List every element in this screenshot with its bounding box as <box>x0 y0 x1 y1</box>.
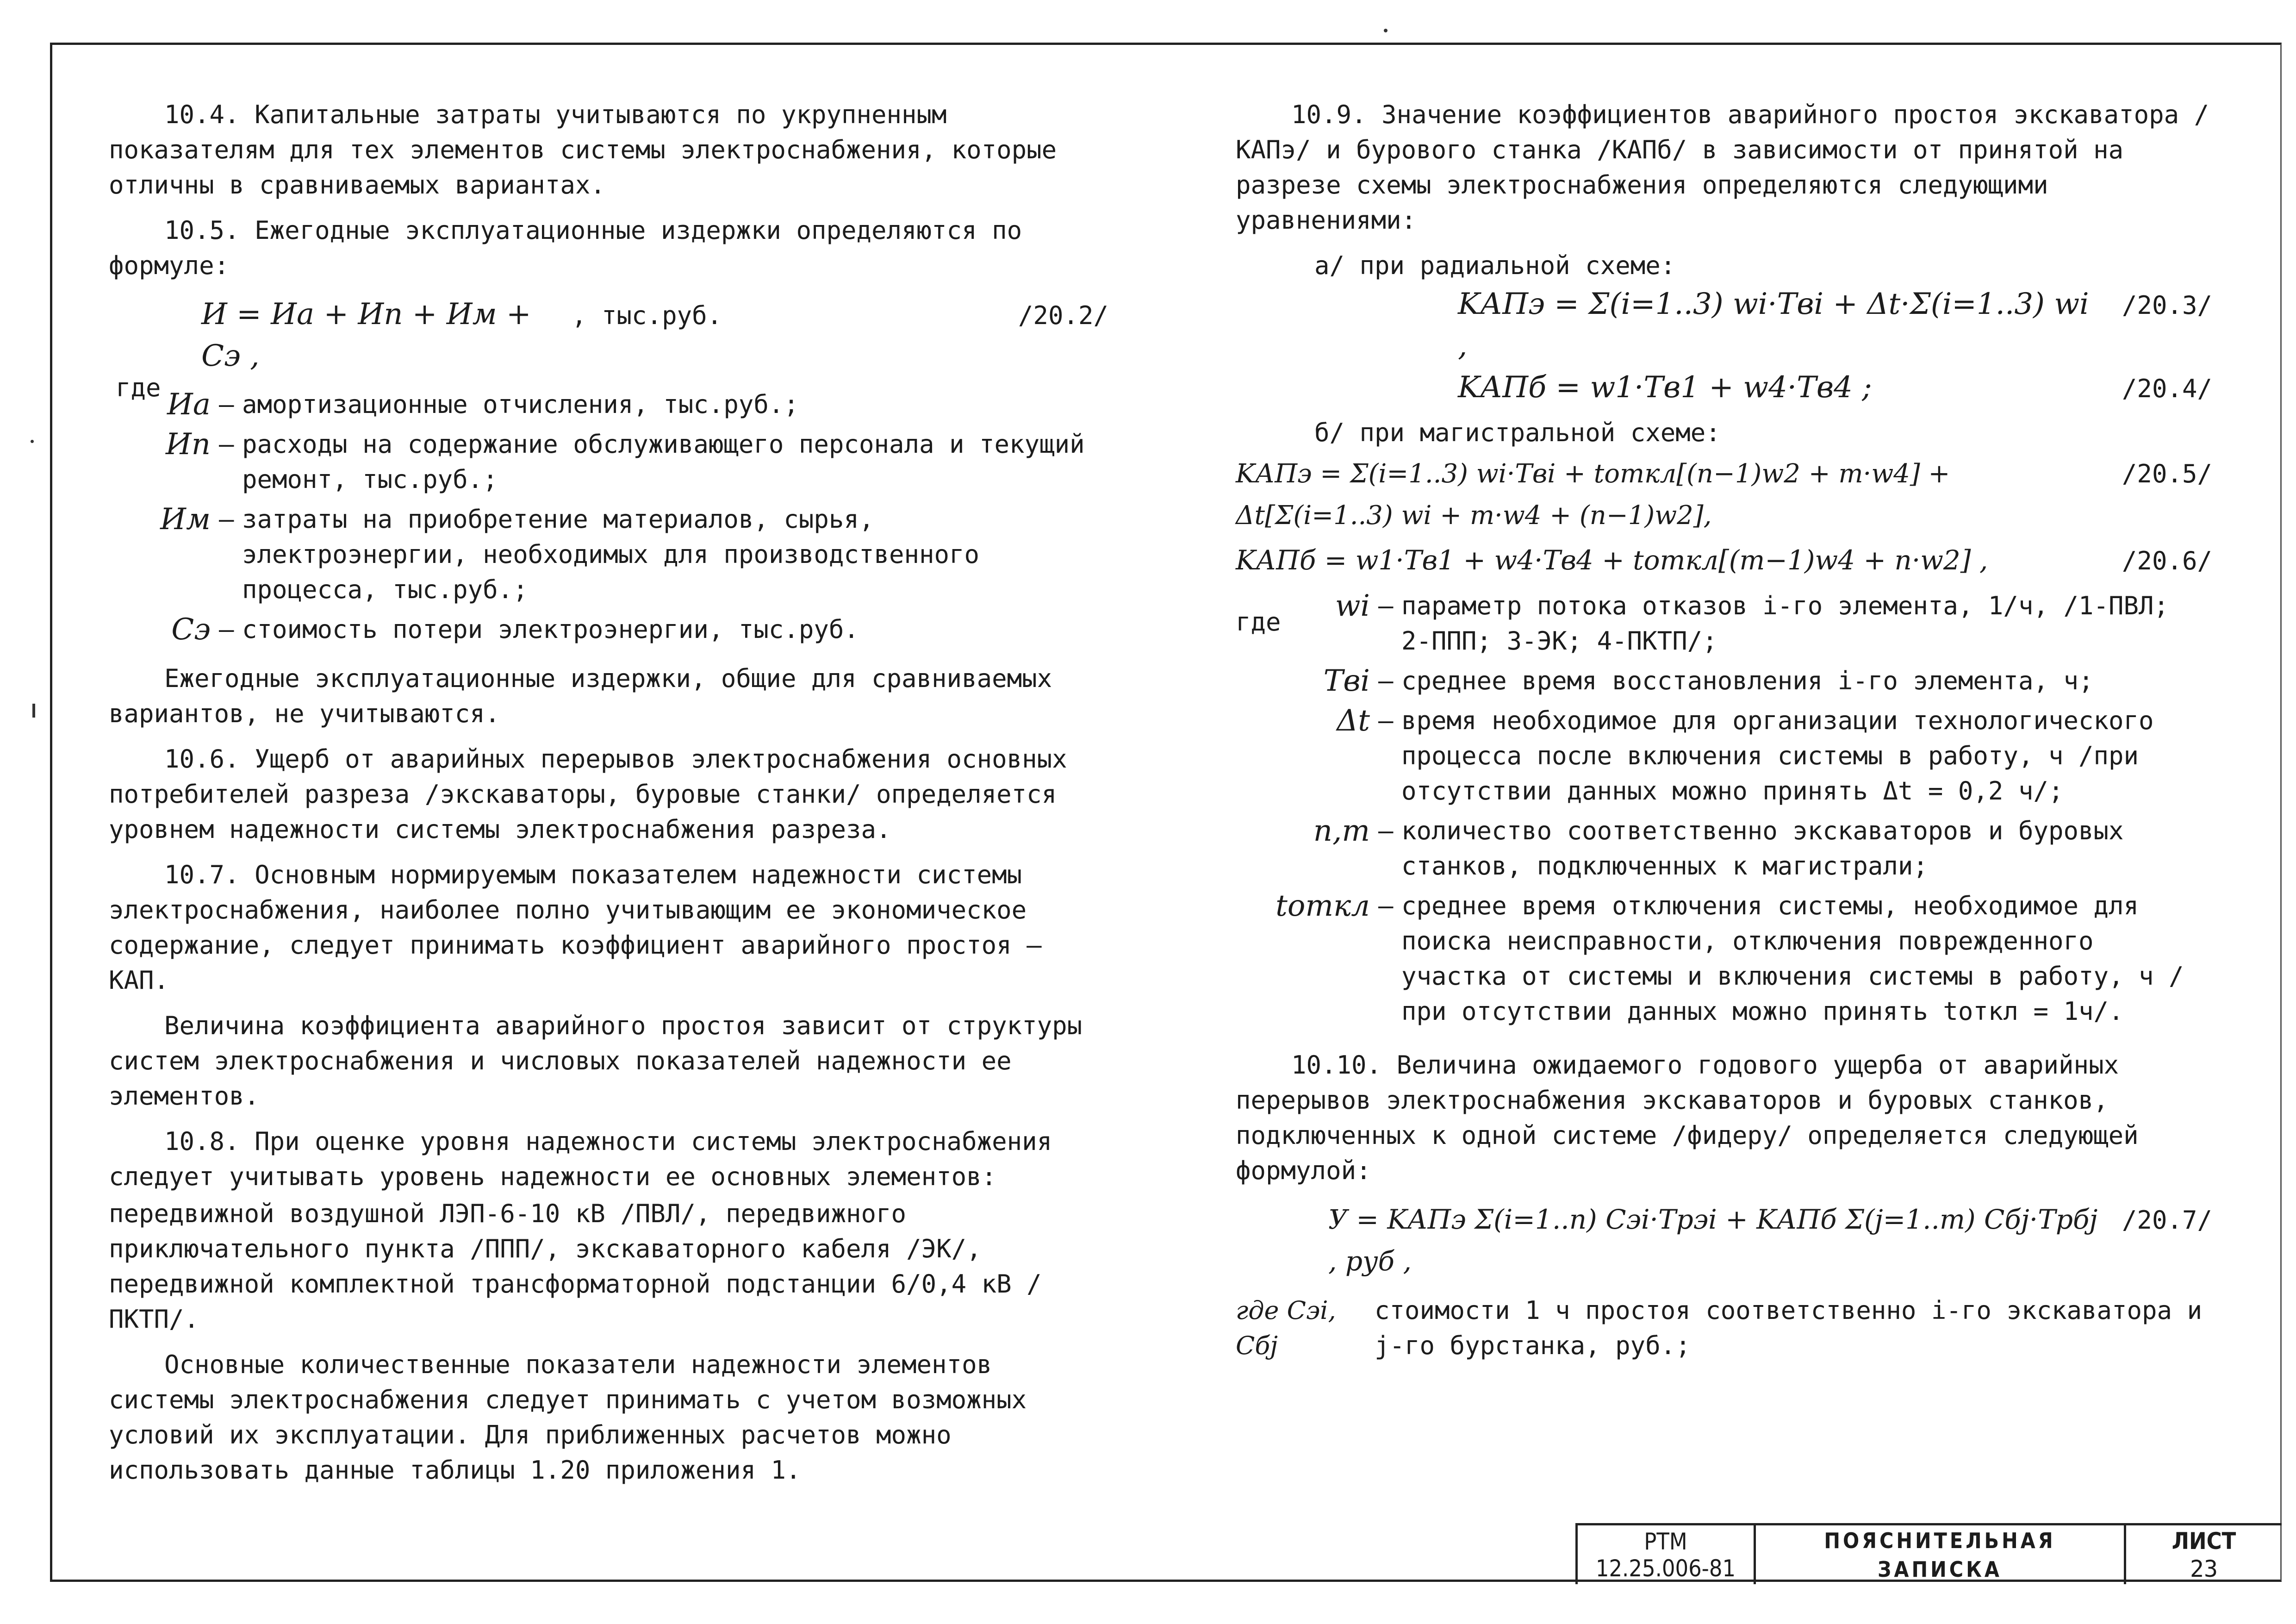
formula-20-6-eq: KАПб = w1·Tв1 + w4·Tв4 + tоткл[(m−1)w4 + n·w2] , <box>1236 544 1988 576</box>
formula-20-3-number: /20.3/ <box>2122 291 2212 320</box>
formula-20-5-eq: KАПэ = Σ(i=1..3) wi·Tвi + tоткл[(n−1)w2 + m·w4] + Δt[Σ(i=1..3) wi + m·w4 + (n−1)w2], <box>1236 459 1950 531</box>
definition-row <box>1236 703 2212 809</box>
document-name-top: ПОЯСНИТЕЛЬНАЯ <box>1824 1528 2056 1553</box>
left-where-label: где <box>116 373 161 402</box>
formula-20-2-eq: И = Иа + Ип + Им + Сэ , <box>201 297 531 373</box>
formula-20-3 <box>1236 283 2212 367</box>
definition-symbol: tоткл <box>1276 889 1370 923</box>
dash: – <box>219 390 234 419</box>
definition-symbol: Сэ <box>171 612 211 647</box>
formula-20-5 <box>1236 453 2212 537</box>
formula-20-2-number: /20.2/ <box>1018 301 1108 330</box>
right-column <box>1236 97 2212 1363</box>
where-costs-label: где Сэi, Сбj <box>1236 1296 1336 1360</box>
formula-20-4-number: /20.4/ <box>2122 374 2212 403</box>
formula-20-6-number: /20.6/ <box>2122 546 2212 575</box>
para-10-10: 10.10. Величина ожидаемого годового ущерба от аварийных перерывов электроснабжения экскаваторов и буровых станков, подключенных к одной системе /фидеру/ определяется следующей формулой: <box>1236 1050 2139 1185</box>
formula-20-7-eq: У = KАПэ Σ(i=1..n) Сэi·Tрэi + KАПб Σ(j=1..m) Сбj·Tрбj , руб , <box>1328 1204 2098 1277</box>
dash: – <box>219 505 234 534</box>
formula-20-2 <box>109 294 1108 377</box>
definition-text: среднее время восстановления i-го элемента, ч; <box>1401 666 2094 695</box>
para-elements: передвижной воздушной ЛЭП-6-10 кВ /ПВЛ/, передвижного приключательного пункта /ППП/, экскаваторного кабеля /ЭК/, передвижной комплектной трансформаторной подстанции 6/0,4 кВ /ПКТП/. <box>109 1199 1042 1334</box>
left-column <box>109 97 1108 1498</box>
title-block <box>1575 1523 2282 1584</box>
formula-20-7-number: /20.7/ <box>2122 1206 2212 1235</box>
definition-text: стоимости 1 ч простоя соответственно i-го экскаватора и j-го бурстанка, руб.; <box>1375 1296 2203 1360</box>
para-10-8: 10.8. При оценке уровня надежности системы электроснабжения следует учитывать уровень надежности ее основных элементов: <box>109 1127 1052 1191</box>
definition-text: расходы на содержание обслуживающего персонала и текущий ремонт, тыс.руб.; <box>242 430 1085 494</box>
definition-symbol: Δt <box>1337 704 1370 738</box>
scan-mark <box>31 440 34 443</box>
definition-symbol: wi <box>1335 589 1370 623</box>
label-trunk: б/ при магистральной схеме: <box>1314 418 1721 447</box>
definition-row <box>1236 663 2212 699</box>
formula-20-6 <box>1236 539 2212 582</box>
dash: – <box>1378 706 1394 735</box>
definition-text: амортизационные отчисления, тыс.руб.; <box>242 390 799 419</box>
sheet-cell <box>2126 1525 2282 1584</box>
definition-text: параметр потока отказов i-го элемента, 1/ч, /1-ПВЛ; 2-ППП; 3-ЭК; 4-ПКТП/; <box>1401 591 2169 656</box>
dash: – <box>1378 591 1394 620</box>
sheet-number: 23 <box>2190 1555 2218 1582</box>
definition-row <box>109 427 1108 497</box>
formula-20-2-unit: , тыс.руб. <box>572 301 722 330</box>
document-name-bottom: ЗАПИСКА <box>1878 1556 2002 1582</box>
right-where-label: где <box>1236 607 1281 637</box>
dash: – <box>1378 816 1394 845</box>
definition-row <box>1236 813 2212 884</box>
definition-text: количество соответственно экскаваторов и буровых станков, подключенных к магистрали; <box>1401 816 2124 881</box>
dash: – <box>219 430 234 459</box>
definition-row <box>1236 888 2212 1029</box>
definition-symbol: Tвi <box>1323 664 1370 698</box>
para-10-9: 10.9. Значение коэффициентов аварийного простоя экскаватора /КАПэ/ и бурового станка /КАПб/ в зависимости от принятой на разрезе схемы электроснабжения определяются следующими уравнениями: <box>1236 100 2209 235</box>
para-10-4: 10.4. Капитальные затраты учитываются по укрупненным показателям для тех элементов системы электроснабжения, которые отличны в сравниваемых вариантах. <box>109 100 1057 200</box>
definition-symbol: Ип <box>165 427 211 462</box>
document-name <box>1756 1525 2126 1584</box>
definition-row-last <box>1236 1293 2212 1363</box>
para-10-6: 10.6. Ущерб от аварийных перерывов электроснабжения основных потребителей разреза /экскаваторы, буровые станки/ определяется уровнем надежности системы электроснабжения разреза. <box>109 744 1067 844</box>
definition-text: затраты на приобретение материалов, сырья, электроэнергии, необходимых для производственного процесса, тыс.руб.; <box>242 505 980 604</box>
document-code-bottom: 12.25.006-81 <box>1595 1555 1736 1582</box>
document-code-top: РТМ <box>1644 1528 1687 1555</box>
para-kap: Величина коэффициента аварийного простоя зависит от структуры систем электроснабжения и числовых показателей надежности ее элементов. <box>109 1011 1083 1111</box>
dash: – <box>1378 666 1394 695</box>
label-radial: а/ при радиальной схеме: <box>1314 251 1676 280</box>
formula-20-7 <box>1236 1199 2212 1282</box>
para-annual-costs: Ежегодные эксплуатационные издержки, общие для сравниваемых вариантов, не учитываются. <box>109 664 1052 728</box>
dash: – <box>1378 891 1394 920</box>
para-10-7: 10.7. Основным нормируемым показателем надежности системы электроснабжения, наиболее полно учитывающим ее экономическое содержание, следует принимать коэффициент аварийного простоя – КАП. <box>109 860 1042 995</box>
para-10-5: 10.5. Ежегодные эксплуатационные издержки определяются по формуле: <box>109 216 1022 280</box>
formula-20-3-eq: KАПэ = Σ(i=1..3) wi·Tвi + Δt·Σ(i=1..3) wi , <box>1458 287 2089 363</box>
dash: – <box>219 615 234 644</box>
definition-symbol: Иа <box>167 387 211 422</box>
document-code <box>1578 1525 1756 1584</box>
sheet-label: ЛИСТ <box>2172 1527 2236 1555</box>
definition-text: стоимость потери электроэнергии, тыс.руб. <box>242 615 859 644</box>
definition-text: время необходимое для организации технологического процесса после включения системы в работу, ч /при отсутствии данных можно принять Δt = 0,2 ч/; <box>1401 706 2154 806</box>
scan-mark <box>32 704 35 718</box>
formula-20-4 <box>1236 367 2212 410</box>
scan-mark <box>1384 29 1388 32</box>
definition-row <box>109 502 1108 607</box>
definition-row <box>1236 588 2212 659</box>
definition-text: среднее время отключения системы, необходимое для поиска неисправности, отключения поврежденного участка от системы и включения системы в работу, ч /при отсутствии данных можно принять tоткл = 1ч/. <box>1401 891 2184 1026</box>
definition-symbol: n,m <box>1313 814 1370 848</box>
formula-20-4-eq: KАПб = w1·Tв1 + w4·Tв4 ; <box>1458 370 1872 405</box>
definition-row <box>109 612 1108 647</box>
formula-20-5-number: /20.5/ <box>2122 459 2212 488</box>
definition-symbol: Им <box>160 502 211 537</box>
definition-row <box>109 387 1108 422</box>
para-main-indicators: Основные количественные показатели надежности элементов системы электроснабжения следует принимать с учетом возможных условий их эксплуатации. Для приближенных расчетов можно использовать данные таблицы 1.20 приложения 1. <box>109 1350 1027 1485</box>
